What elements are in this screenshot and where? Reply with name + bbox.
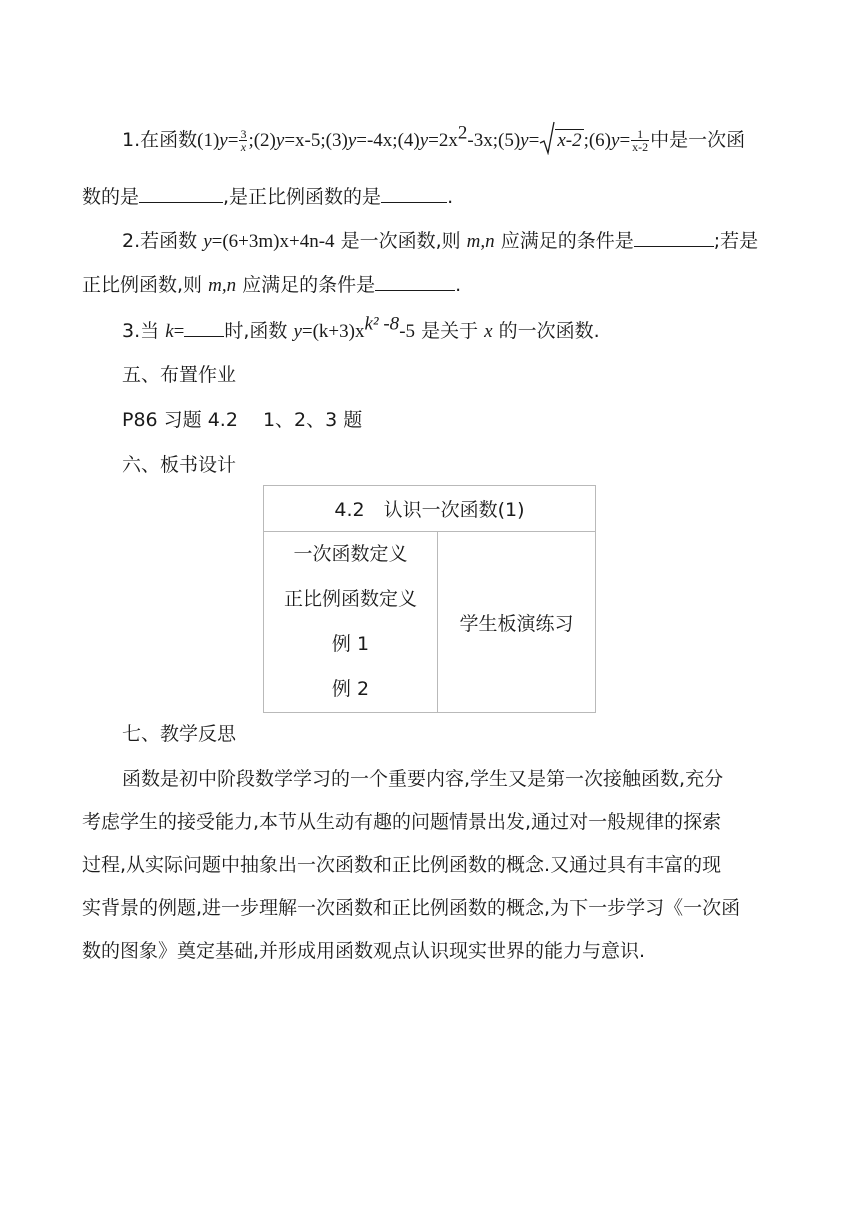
q1-y5: y (520, 130, 529, 151)
q1-prefix: 1.在函数 (122, 129, 198, 151)
q1-f3-expr: =-4x (356, 130, 393, 151)
q1-y4: y (419, 130, 429, 151)
question-2-line-2 (82, 272, 461, 298)
q1-f2-expr: =x-5 (284, 130, 321, 151)
q2-line2-b: 应满足的条件是 (242, 274, 376, 296)
section-7-heading: 七、教学反思 (122, 723, 237, 745)
q2-suffix-b: ;若是 (713, 230, 759, 252)
reflection-line: 考虑学生的接受能力,本节从生动有趣的问题情景出发,通过对一般规律的探索 (82, 811, 722, 833)
q1-line2-text-a: 数的是 (82, 186, 140, 208)
board-left-item: 例 2 (331, 678, 370, 700)
reflection-line: 过程,从实际问题中抽象出一次函数和正比例函数的概念.又通过具有丰富的现 (82, 854, 722, 876)
q3-k: k (165, 321, 174, 342)
answer-blank-2[interactable] (381, 184, 447, 203)
question-2-line-1 (122, 228, 758, 254)
q1-f6-label: ;(6) (583, 130, 612, 151)
q1-f4-sup: 2 (457, 122, 468, 144)
q1-eq5: = (528, 130, 540, 151)
q1-line2-end: . (447, 186, 454, 208)
q2-suffix-a: 应满足的条件是 (500, 230, 634, 252)
q3-expr-b: -5 (399, 321, 416, 342)
q1-y3: y (347, 130, 357, 151)
question-1-line-1 (122, 122, 746, 154)
board-design-table (263, 485, 596, 713)
q1-f6-numerator: 1 (631, 128, 649, 141)
q2-mid: 是一次函数,则 (340, 230, 461, 252)
q3-mid: 时,函数 (224, 320, 288, 342)
q3-x: x (484, 321, 493, 342)
q1-y2: y (275, 130, 285, 151)
reflection-line: 实背景的例题,进一步理解一次函数和正比例函数的概念,为下一步学习《一次函 (82, 897, 741, 919)
q1-f4-expr: =2x (428, 130, 458, 151)
board-left-item: 正比例函数定义 (283, 588, 417, 610)
q1-sqrt-radicand: x-2 (557, 130, 582, 151)
homework-text: P86 习题 4.2 1、2、3 题 (122, 409, 363, 431)
board-title: 4.2 认识一次函数(1) (264, 486, 596, 532)
q3-suffix-b: 的一次函数. (498, 320, 600, 342)
reflection-line: 函数是初中阶段数学学习的一个重要内容,学生又是第一次接触函数,充分 (122, 768, 724, 790)
q1-f3-label: ;(3) (320, 130, 348, 151)
reflection-line: 数的图象》奠定基础,并形成用函数观点认识现实世界的能力与意识. (82, 940, 646, 962)
q1-f5-label: ;(5) (492, 130, 521, 151)
answer-blank-4[interactable] (375, 272, 455, 291)
q1-f1-denominator: x (240, 140, 247, 154)
q1-eq1: = (227, 130, 239, 151)
question-1-line-2 (82, 184, 453, 209)
radical-sign-icon (539, 121, 555, 155)
board-left-item: 一次函数定义 (293, 543, 408, 565)
q1-f4-label: ;(4) (392, 130, 420, 151)
answer-blank-3[interactable] (634, 228, 714, 247)
q1-f6-fraction (631, 128, 649, 153)
q2-expr: =(6+3m)x+4n-4 (211, 231, 335, 252)
q1-f1-fraction (239, 128, 247, 153)
q1-f4-rest: -3x (467, 130, 493, 151)
q2-line2-a: 正比例函数,则 (82, 274, 203, 296)
q1-y6: y (611, 130, 620, 151)
q3-expr-a: =(k+3)x (301, 321, 365, 342)
q1-f2-label: ;(2) (248, 130, 276, 151)
board-right-cell: 学生板演练习 (438, 532, 596, 713)
answer-blank-1[interactable] (139, 184, 223, 203)
q3-eq: = (173, 321, 185, 342)
q2-mn-2: m,n (208, 275, 237, 296)
q2-prefix: 2.若函数 (122, 230, 198, 252)
reflection-paragraph (82, 758, 782, 973)
board-left-column (264, 532, 438, 713)
q1-line2-text-b: ,是正比例函数的是 (223, 186, 382, 208)
answer-blank-5[interactable] (184, 318, 224, 337)
q1-f1-label: (1) (197, 130, 220, 151)
q1-eq6: = (619, 130, 631, 151)
q1-sqrt (539, 129, 583, 153)
q1-y1: y (219, 130, 228, 151)
q3-y: y (293, 321, 302, 342)
q2-y: y (203, 231, 212, 252)
question-3 (122, 313, 600, 344)
q3-exponent: k² -8 (364, 313, 400, 335)
q2-line2-end: . (455, 274, 462, 296)
q1-f1-numerator: 3 (240, 127, 247, 141)
section-5-heading: 五、布置作业 (122, 364, 237, 386)
q1-suffix: 中是一次函 (650, 129, 746, 151)
q3-prefix: 3.当 (122, 320, 160, 342)
section-6-heading: 六、板书设计 (122, 454, 237, 476)
board-left-item: 例 1 (331, 633, 370, 655)
q1-f6-denominator: x-2 (632, 140, 649, 154)
q2-mn: m,n (466, 231, 495, 252)
q3-suffix-a: 是关于 (421, 320, 479, 342)
